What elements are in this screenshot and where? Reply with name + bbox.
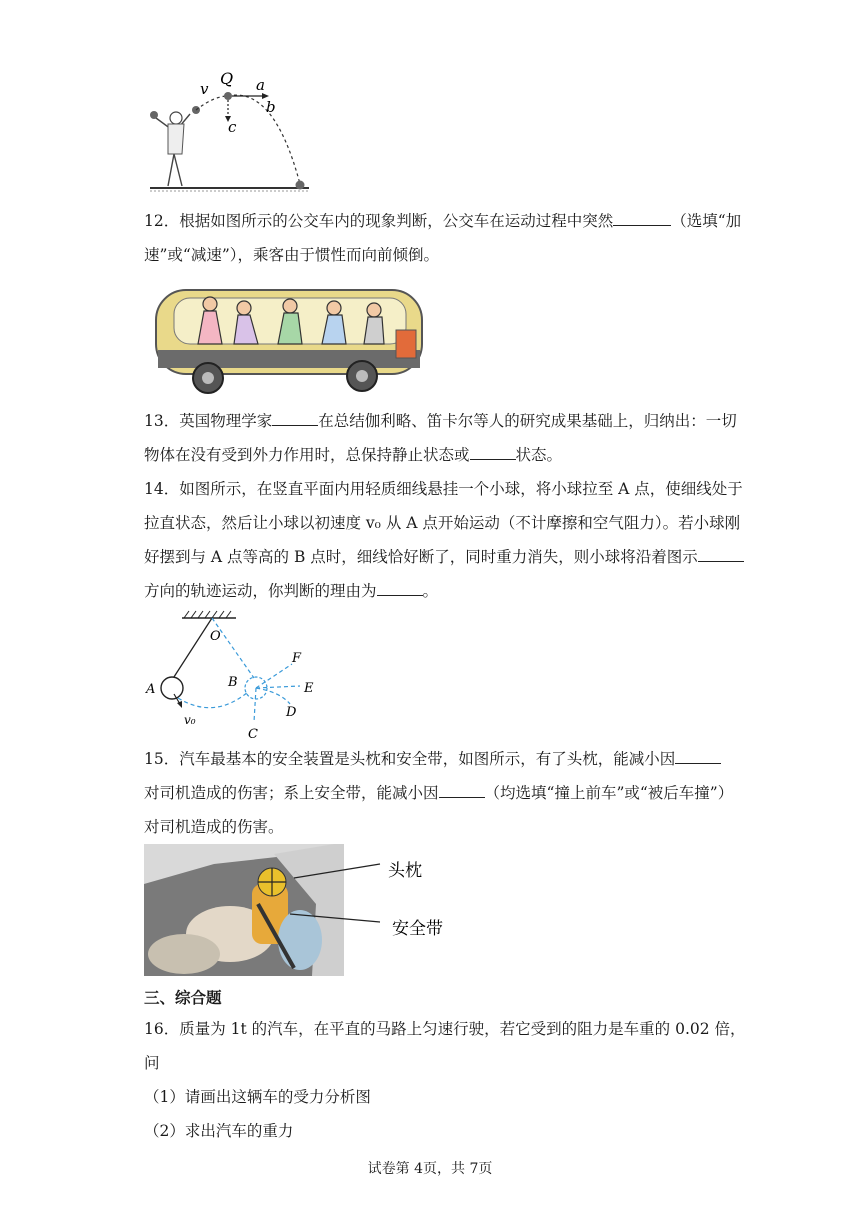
question-15: 15．汽车最基本的安全装置是头枕和安全带，如图所示，有了头枕，能减小因 对司机造成的伤害；系上安全带，能减小因 （均选填“撞上前车”或“被后车撞”） 对司机造成的伤害。 <box>144 742 724 844</box>
question-12: 12．根据如图所示的公交车内的现象判断，公交车在运动过程中突然 （选填“加 速”或“减速”），乘客由于惯性而向前倾倒。 <box>144 204 724 272</box>
answer-blank[interactable] <box>272 408 318 426</box>
answer-blank[interactable] <box>675 746 721 764</box>
answer-blank[interactable] <box>377 578 423 596</box>
label-seatbelt: 安全带 <box>392 919 443 939</box>
question-16: 16．质量为 1t 的汽车，在平直的马路上匀速行驶，若它受到的阻力是车重的 0.02 倍， 问 （1）请画出这辆车的受力分析图 （2）求出汽车的重力 <box>144 1020 746 1140</box>
answer-blank[interactable] <box>470 442 516 460</box>
label-B: B <box>228 675 238 690</box>
label-F: F <box>292 651 302 666</box>
label-c: c <box>228 118 237 136</box>
label-a: a <box>256 76 265 94</box>
label-E: E <box>304 681 314 696</box>
answer-blank[interactable] <box>698 544 744 562</box>
label-b: b <box>266 98 276 116</box>
label-C: C <box>248 727 258 742</box>
label-v0: v₀ <box>184 713 196 727</box>
label-O: O <box>210 629 221 644</box>
answer-blank[interactable] <box>613 208 671 226</box>
section-heading: 三、综合题 <box>144 989 222 1007</box>
pendulum-figure <box>144 608 334 742</box>
question-13: 13．英国物理学家 在总结伽利略、笛卡尔等人的研究成果基础上，归纳出：一切 物体在没有受到外力作用时，总保持静止状态或 状态。 <box>144 404 724 472</box>
label-D: D <box>286 705 297 720</box>
throw-figure <box>144 66 324 194</box>
page-footer: 试卷第 4页，共 7页 <box>367 1161 493 1177</box>
answer-blank[interactable] <box>439 780 485 798</box>
label-Q: Q <box>220 69 234 88</box>
car-safety-figure <box>144 844 456 976</box>
question-14: 14．如图所示，在竖直平面内用轻质细线悬挂一个小球，将小球拉至 A 点，使细线处于 拉直状态，然后让小球以初速度 v₀ 从 A 点开始运动（不计摩擦和空气阻力）。若小球刚 好摆到与 A 点等高的 B 点时，细线恰好断了，同时重力消失，则小球将沿着图示 方向的轨迹运动，你判断的理由为 。 <box>144 480 743 600</box>
label-v: v <box>200 80 209 98</box>
label-headrest: 头枕 <box>388 861 422 881</box>
bus-figure <box>152 280 428 396</box>
label-A: A <box>146 682 156 697</box>
